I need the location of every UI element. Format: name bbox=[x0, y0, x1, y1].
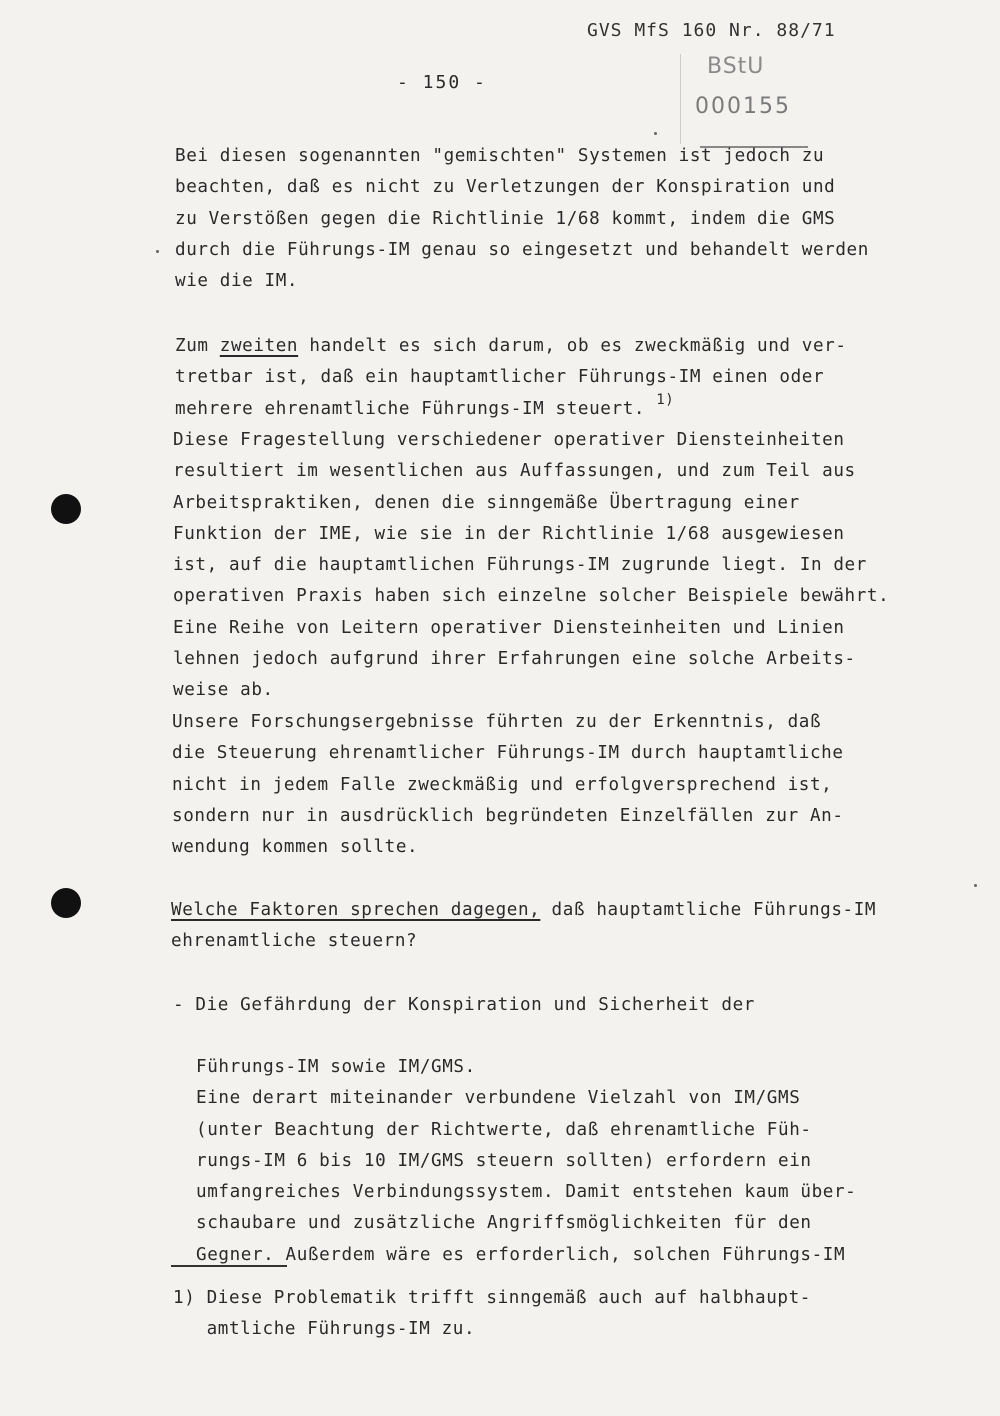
underlined-word-zweiten: zweiten bbox=[219, 336, 299, 356]
archive-stamp bbox=[680, 54, 830, 148]
bullet-item-body: Führungs-IM sowie IM/GMS. Eine derart miteinander verbundene Vielzahl von IM/GMS (unter Beachtung der Richtwerte, daß ehrenamtliche Füh- rungs-IM 6 bis 10 IM/GMS steuern sollten) erfordern ein umfangreiches Verbindungssystem. Damit entstehen kaum über- schaubare und zusätzliche Angriffsmöglichkeiten für den Gegner. Außerdem wäre es erforderlich, solchen Führungs-IM bbox=[196, 1057, 857, 1265]
footnote-reference: 1) bbox=[656, 391, 675, 408]
paragraph-1: Bei diesen sogenannten "gemischten" Systemen ist jedoch zu beachten, daß es nicht zu Verletzungen der Konspiration und zu Verstößen gegen die Richtlinie 1/68 kommt, indem die GMS durch die Führungs-IM genau so eingesetzt und behandelt werden wie die IM. bbox=[175, 146, 869, 292]
question-rest: daß hauptamtliche Führungs-IM ehrenamtliche steuern? bbox=[171, 900, 877, 952]
bullet-item-first-line: - Die Gefährdung der Konspiration und Sicherheit der bbox=[173, 995, 756, 1015]
footnote-divider bbox=[171, 1265, 287, 1267]
page-number: - 150 - bbox=[397, 72, 487, 93]
stamp-label: BStU bbox=[707, 54, 765, 79]
stamp-number: 000155 bbox=[695, 94, 791, 119]
punch-hole-bottom bbox=[51, 888, 81, 918]
underlined-question-start: Welche Faktoren sprechen dagegen, bbox=[171, 900, 541, 920]
punch-hole-top bbox=[51, 494, 81, 524]
document-reference: GVS MfS 160 Nr. 88/71 bbox=[587, 20, 836, 41]
paper-speck bbox=[156, 250, 159, 253]
paragraph-2 bbox=[175, 331, 847, 426]
footnote: 1) Diese Problematik trifft sinngemäß auch auf halbhaupt- amtliche Führungs-IM zu. bbox=[173, 1288, 811, 1340]
paragraph-2-rest: handelt es sich darum, ob es zweckmäßig und ver- tretbar ist, daß ein hauptamtlicher Führungs-IM einen oder mehrere ehrenamtliche Führungs-IM steuert. bbox=[175, 336, 847, 419]
paragraph-2-start: Zum bbox=[175, 336, 220, 356]
paragraph-3: Diese Fragestellung verschiedener operativer Diensteinheiten resultiert im wesentlichen aus Auffassungen, und zum Teil aus Arbeitspraktiken, denen die sinngemäße Übertragung einer Funktion der IME, wie sie in der Richtlinie 1/68 ausgewiesen ist, auf die hauptamtlichen Führungs-IM zugrunde liegt. In der operativen Praxis haben sich einzelne solcher Beispiele bewährt. Eine Reihe von Leitern operativer Diensteinheiten und Linien lehnen jedoch aufgrund ihrer Erfahrungen eine solche Arbeits- weise ab. bbox=[173, 430, 890, 701]
section-question bbox=[171, 895, 876, 958]
paragraph-4: Unsere Forschungsergebnisse führten zu der Erkenntnis, daß die Steuerung ehrenamtlicher Führungs-IM durch hauptamtliche nicht in jedem Falle zweckmäßig und erfolgversprechend ist, sondern nur in ausdrücklich begründeten Einzelfällen zur An- wendung kommen sollte. bbox=[172, 712, 844, 858]
paper-speck bbox=[654, 132, 657, 135]
stamp-edge bbox=[680, 54, 681, 144]
paper-speck bbox=[974, 884, 977, 887]
